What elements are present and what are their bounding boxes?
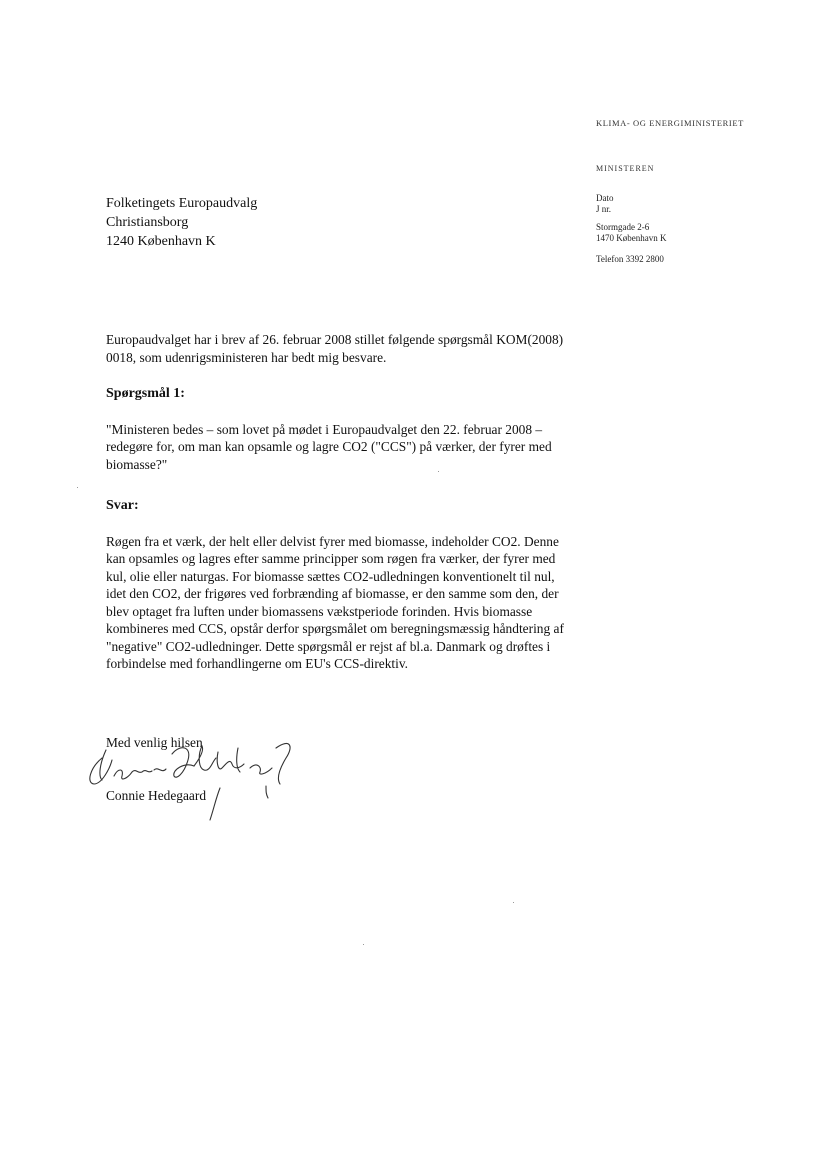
- recipient-address: [106, 194, 257, 251]
- scan-speck: [513, 902, 514, 903]
- answer-paragraph: Røgen fra et værk, der helt eller delvist fyrer med biomasse, indeholder CO2. Denne kan opsamles og lagres efter samme principper som røgen fra værker, der fyrer med kul, olie eller naturgas. For biomasse sættes CO2-udledningen konventionelt til nul, idet den CO2, der frigøres ved forbrænding af biomasse, er den samme som den, der blev optaget fra luften under biomassens vækstperiode forinden. Hvis biomasse kombineres med CCS, opstår derfor spørgsmålet om beregningsmæssig håndtering af "negative" CO2-udledninger. Dette spørgsmål er rejst af bl.a. Danmark og drøftes i forbindelse med forhandlingerne om EU's CCS-direktiv.: [106, 533, 564, 671]
- sender-phone: Telefon 3392 2800: [596, 254, 664, 264]
- recipient-line-3: 1240 København K: [106, 234, 216, 249]
- handwritten-signature: [80, 728, 310, 828]
- signer-name: Connie Hedegaard: [106, 788, 207, 803]
- sender-street: Stormgade 2-6: [596, 222, 650, 232]
- recipient-line-2: Christiansborg: [106, 215, 189, 230]
- question-paragraph: "Ministeren bedes – som lovet på mødet i Europaudvalget den 22. februar 2008 – redegøre for, om man kan opsamle og lagre CO2 ("CCS") på værker, der fyrer med biomasse?": [106, 421, 552, 472]
- letter-body: [106, 331, 576, 673]
- scan-speck: [438, 471, 439, 472]
- scan-speck: [363, 944, 364, 945]
- office-label: MINISTEREN: [596, 164, 655, 173]
- ministry-letterhead: KLIMA- OG ENERGIMINISTERIET: [596, 118, 744, 128]
- answer-heading: Svar:: [106, 498, 139, 513]
- scan-speck: [77, 487, 78, 488]
- closing-greeting: Med venlig hilsen: [106, 735, 203, 750]
- recipient-line-1: Folketingets Europaudvalg: [106, 196, 258, 211]
- question-heading: Spørgsmål 1:: [106, 386, 185, 401]
- sender-city: 1470 København K: [596, 233, 667, 243]
- journal-label: J nr.: [596, 204, 612, 214]
- intro-paragraph: Europaudvalget har i brev af 26. februar 2008 stillet følgende spørgsmål KOM(2008) 0018, som udenrigsministeren har bedt mig besvare.: [106, 332, 564, 365]
- date-label: Dato: [596, 193, 614, 203]
- sender-meta: [596, 193, 667, 265]
